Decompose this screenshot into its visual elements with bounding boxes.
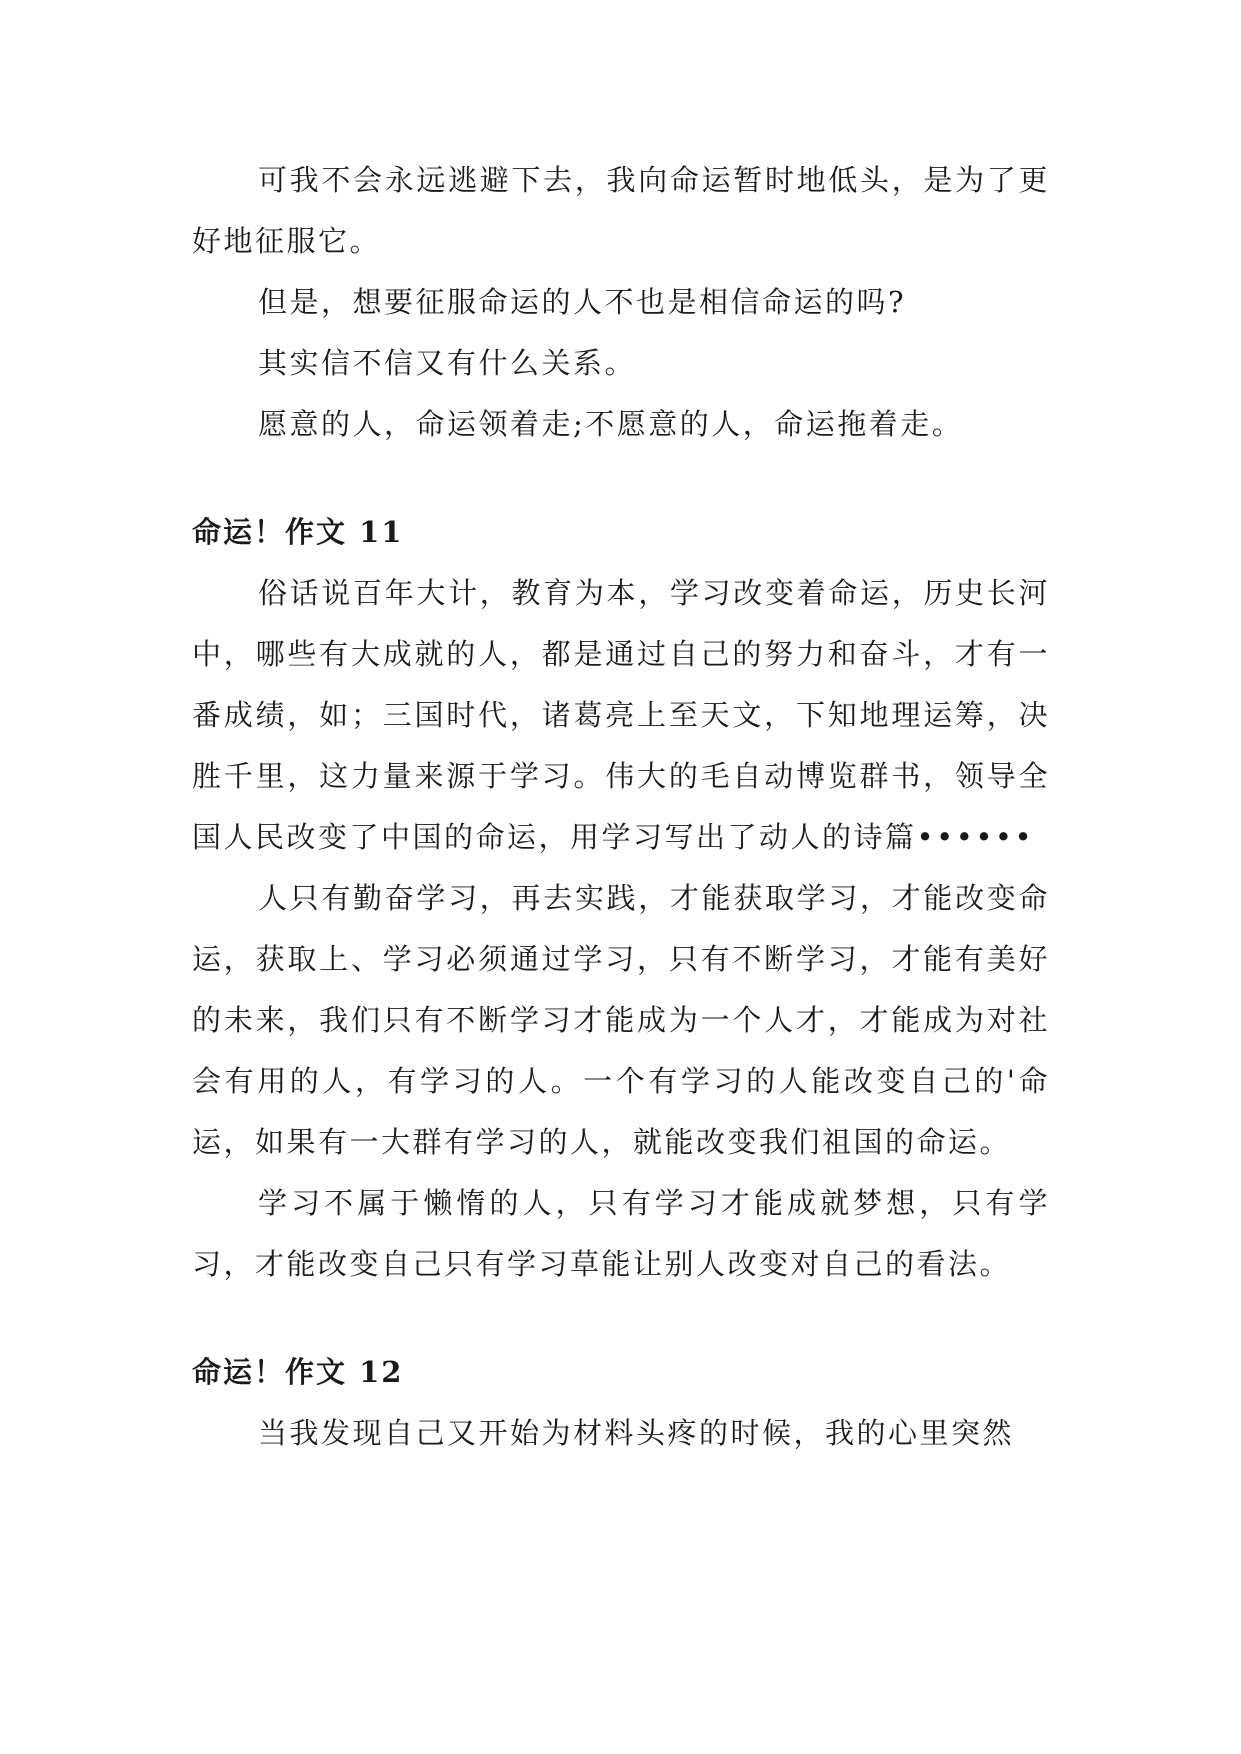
paragraph: 愿意的人，命运领着走;不愿意的人，命运拖着走。 <box>258 407 964 441</box>
paragraph: 其实信不信又有什么关系。 <box>258 346 637 380</box>
paragraph: 但是，想要征服命运的人不也是相信命运的吗? <box>258 285 907 319</box>
paragraph: 俗话说百年大计，教育为本，学习改变着命运，历史长河中，哪些有大成就的人，都是通过自己的努力和奋斗，才有一番成绩，如；三国时代，诸葛亮上至天文，下知地理运筹，决胜千里，这力量来源于学习。伟大的毛自动博览群书，领导全国人民改变了中国的命运，用学习写出了动人的诗篇•••••• <box>192 576 1050 854</box>
paragraph: 学习不属于懒惰的人，只有学习才能成就梦想，只有学习，才能改变自己只有学习草能让别人改变对自己的看法。 <box>192 1186 1050 1281</box>
paragraph: 可我不会永远逃避下去，我向命运暂时地低头，是为了更好地征服它。 <box>192 163 1050 258</box>
section-heading: 命运！作文 12 <box>192 1355 404 1389</box>
paragraph: 人只有勤奋学习，再去实践，才能获取学习，才能改变命运，获取上、学习必须通过学习，只有不断学习，才能有美好的未来，我们只有不断学习才能成为一个人才，才能成为对社会有用的人，有学习的人。一个有学习的人能改变自己的'命运，如果有一大群有学习的人，就能改变我们祖国的命运。 <box>192 881 1050 1159</box>
section-heading: 命运！作文 11 <box>192 515 404 549</box>
paragraph: 当我发现自己又开始为材料头疼的时候，我的心里突然 <box>258 1416 1015 1450</box>
document-body <box>192 150 1050 1464</box>
